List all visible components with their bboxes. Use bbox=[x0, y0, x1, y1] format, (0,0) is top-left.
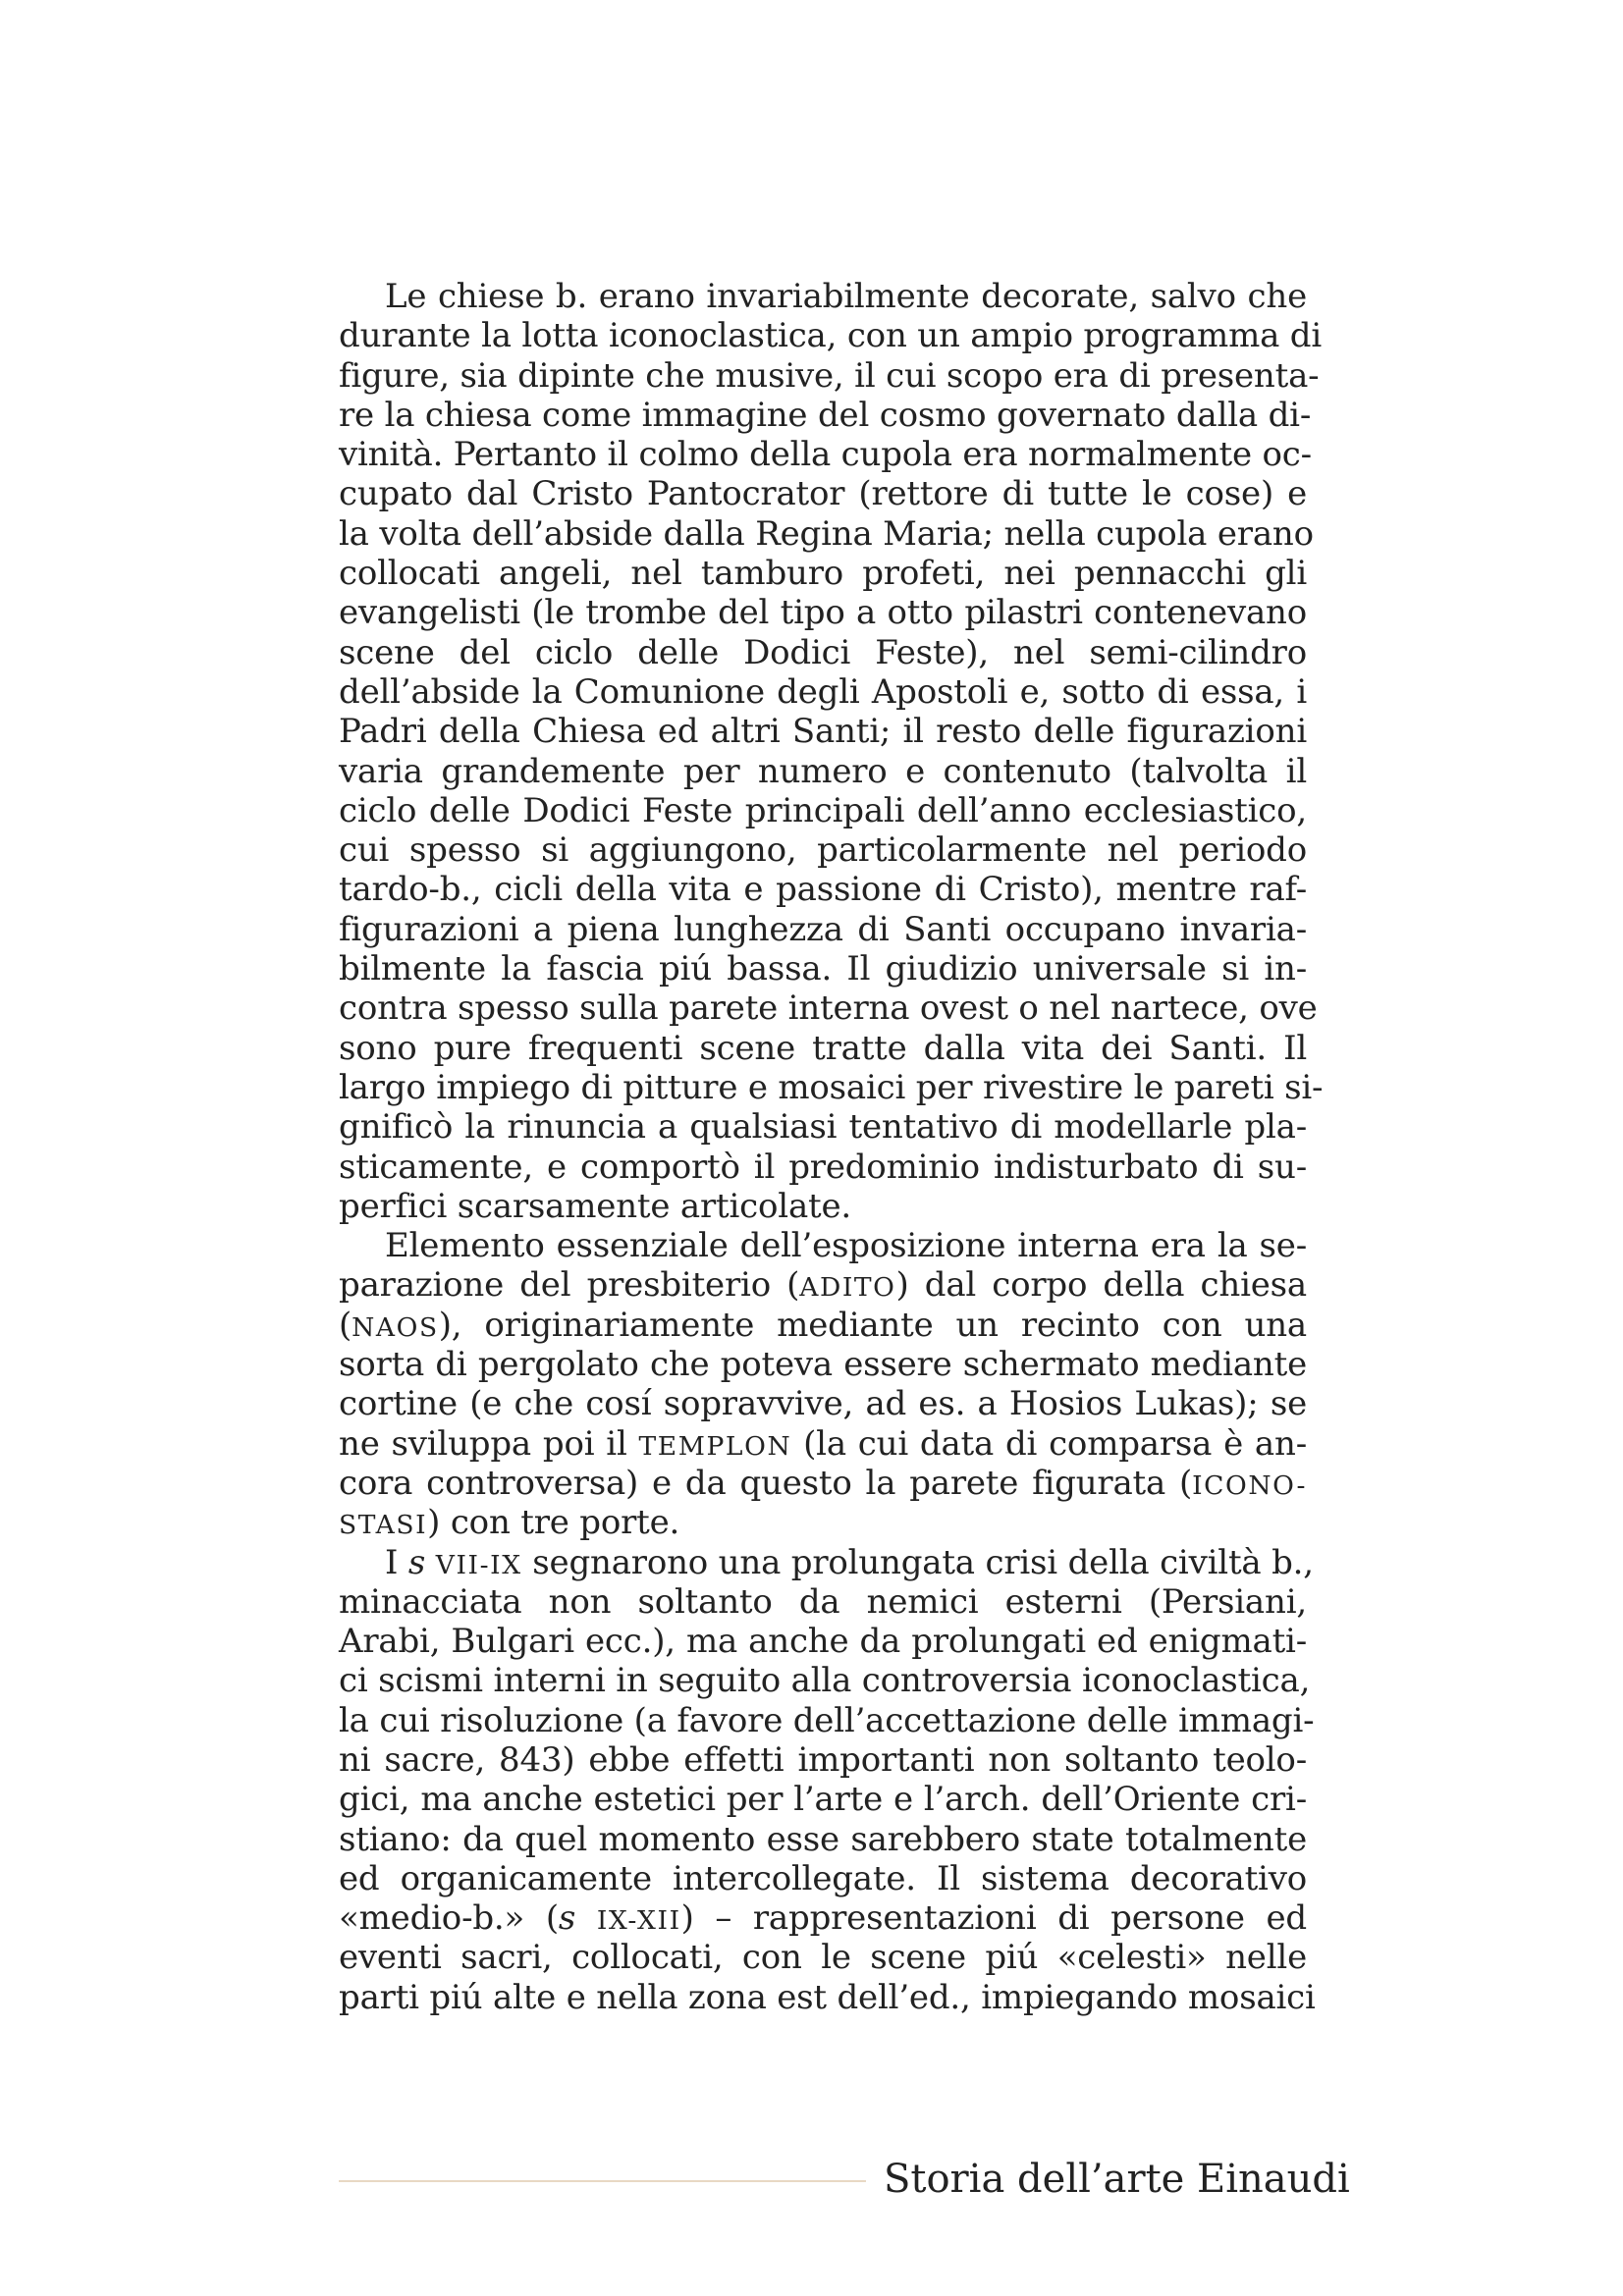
text-line: cui spesso si aggiungono, particolarmente nel periodo bbox=[339, 830, 1307, 871]
text-line: eventi sacri, collocati, con le scene piú «celesti» nelle bbox=[339, 1938, 1307, 1978]
text-line: varia grandemente per numero e contenuto (talvolta il bbox=[339, 751, 1307, 791]
text-line: tardo-b., cicli della vita e passione di Cristo), mentre raf- bbox=[339, 870, 1307, 910]
text-line: ne sviluppa poi il TEMPLON (la cui data di comparsa è an- bbox=[339, 1423, 1307, 1464]
text-line: largo impiego di pitture e mosaici per rivestire le pareti si- bbox=[339, 1067, 1324, 1107]
text-line: sono pure frequenti scene tratte dalla vita dei Santi. Il bbox=[339, 1028, 1307, 1068]
text-line: ed organicamente intercollegate. Il sistema decorativo bbox=[339, 1858, 1307, 1898]
text-line: (NAOS), originariamente mediante un recinto con una bbox=[339, 1305, 1307, 1345]
small-caps-term: NAOS bbox=[352, 1311, 439, 1343]
text-line: cortine (e che cosí sopravvive, ad es. a Hosios Lukas); se bbox=[339, 1384, 1307, 1424]
text-line: la cui risoluzione (a favore dell’accettazione delle immagi- bbox=[339, 1700, 1315, 1740]
text-line: collocati angeli, nel tamburo profeti, nei pennacchi gli bbox=[339, 554, 1307, 594]
text-line: stiano: da quel momento esse sarebbero state totalmente bbox=[339, 1819, 1307, 1859]
text-line: minacciata non soltanto da nemici esterni (Persiani, bbox=[339, 1581, 1307, 1622]
text-line: Padri della Chiesa ed altri Santi; il resto delle figurazioni bbox=[339, 712, 1307, 752]
text-line: contra spesso sulla parete interna ovest o nel nartece, ove bbox=[339, 988, 1318, 1029]
small-caps-term: IX-XII bbox=[596, 1905, 681, 1937]
text-line: ciclo delle Dodici Feste principali dell’anno ecclesiastico, bbox=[339, 790, 1307, 830]
text-line: durante la lotta iconoclastica, con un ampio programma di bbox=[339, 316, 1323, 356]
text-line: «medio-b.» (s IX-XII) – rappresentazioni di persone ed bbox=[339, 1898, 1308, 1939]
text-line: sticamente, e comportò il predominio indisturbato di su- bbox=[339, 1147, 1307, 1187]
small-caps-term: STASI bbox=[339, 1510, 428, 1541]
century-abbrev: s bbox=[407, 1542, 426, 1582]
text-line: figure, sia dipinte che musive, il cui scopo era di presenta- bbox=[339, 355, 1320, 396]
text-line: gnificò la rinuncia a qualsiasi tentativo di modellarle pla- bbox=[339, 1107, 1307, 1148]
text-line: ni sacre, 843) ebbe effetti importanti non soltanto teolo- bbox=[339, 1739, 1307, 1780]
text-line: Arabi, Bulgari ecc.), ma anche da prolungati ed enigmati- bbox=[339, 1622, 1307, 1662]
text-line: Le chiese b. erano invariabilmente decorate, salvo che bbox=[385, 277, 1307, 316]
text-line: perfici scarsamente articolate. bbox=[339, 1186, 852, 1226]
page-body bbox=[339, 277, 1324, 2017]
small-caps-term: ICONO- bbox=[1192, 1469, 1307, 1501]
paragraph-1 bbox=[339, 277, 1324, 1226]
text-line: dell’abside la Comunione degli Apostoli e, sotto di essa, i bbox=[339, 671, 1307, 712]
small-caps-term: VII-IX bbox=[435, 1549, 522, 1580]
text-line: vinità. Pertanto il colmo della cupola era normalmente oc- bbox=[339, 435, 1312, 475]
paragraph-2 bbox=[339, 1226, 1307, 1542]
text-line: gici, ma anche estetici per l’arte e l’arch. dell’Oriente cri- bbox=[339, 1780, 1307, 1820]
century-abbrev: s bbox=[558, 1898, 576, 1939]
text-line: parazione del presbiterio (ADITO) dal corpo della chiesa bbox=[339, 1265, 1307, 1306]
text-line: Elemento essenziale dell’esposizione interna era la se- bbox=[385, 1226, 1307, 1266]
footer-title: Storia dell’arte Einaudi bbox=[884, 2157, 1350, 2202]
text-line: evangelisti (le trombe del tipo a otto pilastri contenevano bbox=[339, 593, 1307, 633]
footer-divider bbox=[339, 2180, 866, 2182]
text-line: STASI) con tre porte. bbox=[339, 1503, 680, 1543]
text-line: figurazioni a piena lunghezza di Santi occupano invaria- bbox=[339, 909, 1307, 949]
paragraph-3 bbox=[339, 1542, 1316, 2018]
text-line: re la chiesa come immagine del cosmo governato dalla di- bbox=[339, 395, 1312, 435]
small-caps-term: TEMPLON bbox=[638, 1430, 792, 1462]
text-line: bilmente la fascia piú bassa. Il giudizio universale si in- bbox=[339, 949, 1307, 989]
text-line: ci scismi interni in seguito alla controversia iconoclastica, bbox=[339, 1661, 1311, 1701]
text-line: scene del ciclo delle Dodici Feste), nel semi-cilindro bbox=[339, 632, 1307, 672]
text-line: cupato dal Cristo Pantocrator (rettore di tutte le cose) e bbox=[339, 474, 1307, 514]
text-line: la volta dell’abside dalla Regina Maria; nella cupola erano bbox=[339, 513, 1314, 554]
text-line: cora controversa) e da questo la parete figurata (ICONO- bbox=[339, 1463, 1307, 1503]
text-line: parti piú alte e nella zona est dell’ed., impiegando mosaici bbox=[339, 1977, 1316, 2017]
text-line: I s VII-IX segnarono una prolungata crisi della civiltà b., bbox=[385, 1542, 1314, 1582]
text-line: sorta di pergolato che poteva essere schermato mediante bbox=[339, 1345, 1307, 1385]
small-caps-term: ADITO bbox=[799, 1272, 896, 1304]
